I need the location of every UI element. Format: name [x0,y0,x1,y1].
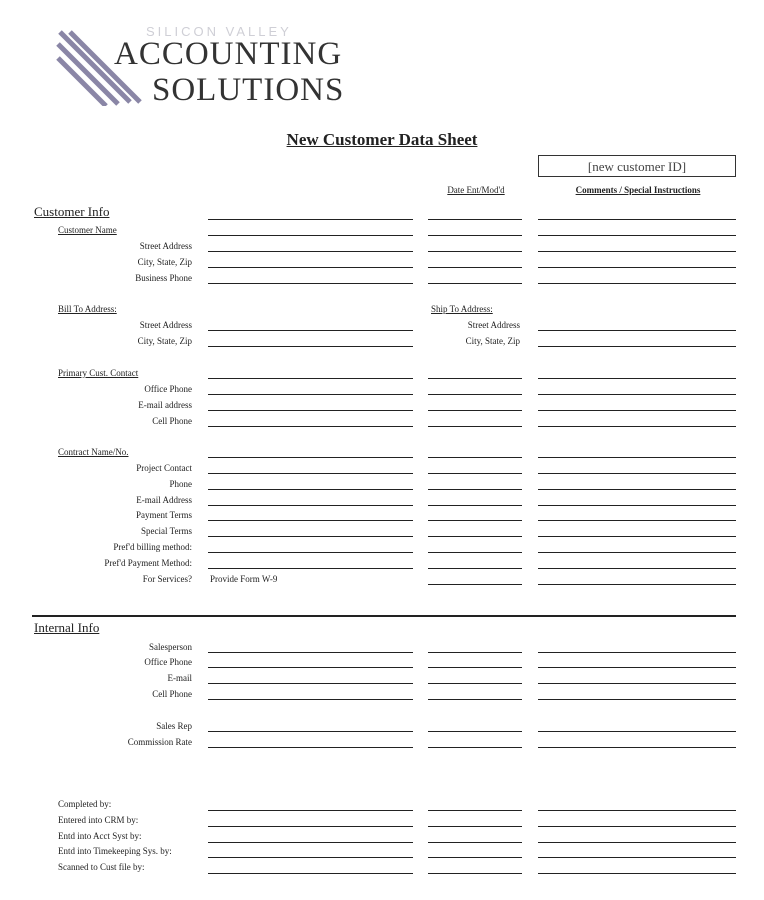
section-divider [32,615,736,617]
date-line[interactable] [428,219,522,220]
internal-cell-phone-label: Cell Phone [152,689,192,699]
phone-line[interactable] [208,489,413,490]
comment-line[interactable] [538,489,736,490]
scanned-line[interactable] [208,873,413,874]
ship-to-label: Ship To Address: [431,304,493,314]
ship-city-line[interactable] [538,346,736,347]
primary-contact-line[interactable] [208,378,413,379]
email-address2-label: E-mail Address [136,495,192,505]
comment-line[interactable] [538,842,736,843]
comment-line[interactable] [538,747,736,748]
comment-line[interactable] [538,667,736,668]
date-line[interactable] [428,873,522,874]
commission-rate-label: Commission Rate [127,737,192,747]
comment-line[interactable] [538,283,736,284]
comment-line[interactable] [538,699,736,700]
phone-label: Phone [169,479,192,489]
office-phone-line[interactable] [208,394,413,395]
entered-acct-label: Entd into Acct Syst by: [58,831,142,841]
contract-name-label: Contract Name/No. [58,447,129,457]
date-line[interactable] [428,489,522,490]
customer-id-field[interactable]: [new customer ID] [538,155,736,177]
date-line[interactable] [428,667,522,668]
street-address-label: Street Address [139,241,192,251]
date-line[interactable] [428,857,522,858]
date-line[interactable] [428,283,522,284]
internal-office-phone-line[interactable] [208,667,413,668]
page-title: New Customer Data Sheet [286,130,478,149]
special-terms-label: Special Terms [141,526,192,536]
internal-cell-phone-line[interactable] [208,699,413,700]
entered-time-line[interactable] [208,857,413,858]
sales-rep-label: Sales Rep [156,721,192,731]
entry-line[interactable] [208,219,413,220]
completed-by-line[interactable] [208,810,413,811]
bill-street-line[interactable] [208,330,413,331]
date-line[interactable] [428,473,522,474]
scanned-label: Scanned to Cust file by: [58,862,145,872]
entered-crm-line[interactable] [208,826,413,827]
date-line[interactable] [428,251,522,252]
comment-line[interactable] [538,505,736,506]
billing-method-label: Pref'd billing method: [113,542,192,552]
date-line[interactable] [428,810,522,811]
ship-street-label: Street Address [467,320,520,330]
customer-info-heading: Customer Info [34,204,110,219]
comment-line[interactable] [538,857,736,858]
comment-line[interactable] [538,378,736,379]
entered-crm-label: Entered into CRM by: [58,815,139,825]
customer-name-label: Customer Name [58,225,117,235]
email-address-line[interactable] [208,410,413,411]
date-line[interactable] [428,536,522,537]
comment-line[interactable] [538,267,736,268]
comment-line[interactable] [538,652,736,653]
salesperson-line[interactable] [208,652,413,653]
comment-line[interactable] [538,552,736,553]
date-line[interactable] [428,394,522,395]
comment-line[interactable] [538,251,736,252]
comment-line[interactable] [538,235,736,236]
date-line[interactable] [428,505,522,506]
comment-line[interactable] [538,520,736,521]
cell-phone-label: Cell Phone [152,416,192,426]
customer-name-line[interactable] [208,235,413,236]
comment-line[interactable] [538,536,736,537]
date-line[interactable] [428,747,522,748]
project-contact-label: Project Contact [136,463,192,473]
email-address-label: E-mail address [138,400,192,410]
date-line[interactable] [428,568,522,569]
date-line[interactable] [428,731,522,732]
sales-rep-line[interactable] [208,731,413,732]
completed-by-label: Completed by: [58,799,112,809]
comment-line[interactable] [538,568,736,569]
comment-line[interactable] [538,731,736,732]
bill-city-line[interactable] [208,346,413,347]
city-state-zip-label: City, State, Zip [137,257,192,267]
date-line[interactable] [428,652,522,653]
comment-line[interactable] [538,873,736,874]
comment-line[interactable] [538,410,736,411]
bill-city-label: City, State, Zip [137,336,192,346]
date-line[interactable] [428,584,522,585]
date-column-header: Date Ent/Mod'd [447,185,505,195]
date-line[interactable] [428,826,522,827]
payment-terms-line[interactable] [208,520,413,521]
ship-street-line[interactable] [538,330,736,331]
city-state-zip-line[interactable] [208,267,413,268]
payment-terms-label: Payment Terms [136,510,192,520]
commission-rate-line[interactable] [208,747,413,748]
date-line[interactable] [428,552,522,553]
date-line[interactable] [428,378,522,379]
billing-method-line[interactable] [208,552,413,553]
date-line[interactable] [428,426,522,427]
business-phone-label: Business Phone [135,273,192,283]
ship-city-label: City, State, Zip [465,336,520,346]
internal-office-phone-label: Office Phone [144,657,192,667]
office-phone-label: Office Phone [144,384,192,394]
date-line[interactable] [428,683,522,684]
logo-tagline: SILICON VALLEY [146,24,292,39]
comment-line[interactable] [538,394,736,395]
comment-line[interactable] [538,473,736,474]
logo-solutions: SOLUTIONS [152,72,345,108]
email-address2-line[interactable] [208,505,413,506]
comment-line[interactable] [538,584,736,585]
logo-accounting: ACCOUNTING [114,36,343,72]
internal-email-line[interactable] [208,683,413,684]
cell-phone-line[interactable] [208,426,413,427]
date-line[interactable] [428,520,522,521]
comment-line[interactable] [538,810,736,811]
entered-acct-line[interactable] [208,842,413,843]
date-line[interactable] [428,235,522,236]
internal-info-heading: Internal Info [34,620,100,635]
payment-method-line[interactable] [208,568,413,569]
date-line[interactable] [428,267,522,268]
internal-email-label: E-mail [167,673,192,683]
for-services-label: For Services? [142,574,192,584]
project-contact-line[interactable] [208,473,413,474]
primary-contact-label: Primary Cust. Contact [58,368,139,378]
comments-column-header: Comments / Special Instructions [575,185,701,195]
contract-name-line[interactable] [208,457,413,458]
comment-line[interactable] [538,426,736,427]
payment-method-label: Pref'd Payment Method: [104,558,192,568]
provide-w9-text: Provide Form W-9 [210,574,278,584]
comment-line[interactable] [538,219,736,220]
comment-line[interactable] [538,683,736,684]
street-address-line[interactable] [208,251,413,252]
date-line[interactable] [428,457,522,458]
date-line[interactable] [428,842,522,843]
comment-line[interactable] [538,457,736,458]
bill-street-label: Street Address [139,320,192,330]
comment-line[interactable] [538,826,736,827]
date-line[interactable] [428,410,522,411]
salesperson-label: Salesperson [149,642,192,652]
special-terms-line[interactable] [208,536,413,537]
date-line[interactable] [428,699,522,700]
business-phone-line[interactable] [208,283,413,284]
bill-to-label: Bill To Address: [58,304,117,314]
entered-time-label: Entd into Timekeeping Sys. by: [58,846,172,856]
